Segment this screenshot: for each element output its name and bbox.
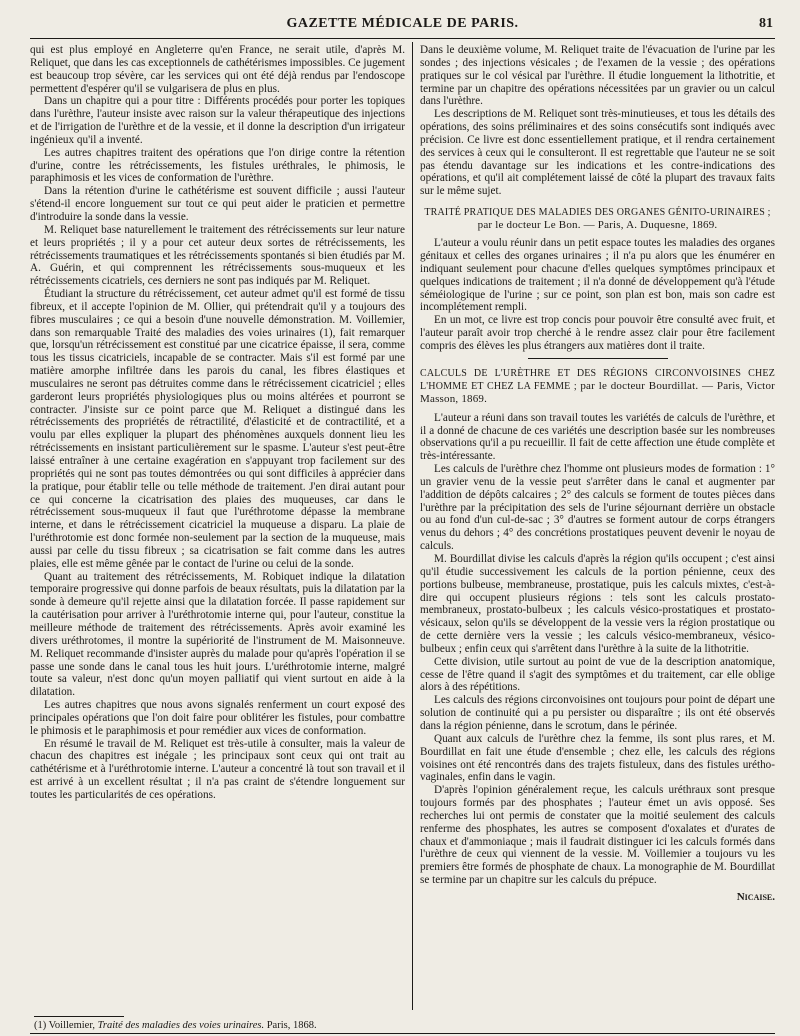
paragraph: Dans la rétention d'urine le cathétérisme est souvent difficile ; aussi l'auteur s'étend-il encore longuement sur tout ce qui peut aider le praticien et permettre d'introduire la sonde dans la vessie.	[30, 185, 405, 223]
paragraph: Quant au traitement des rétrécissements, M. Robiquet indique la dilatation temporaire progressive qui donne parfois de beaux résultats, puis la dilatation par la sonde à demeure qu'il rejette ainsi que la dilatation forcée. Il passe rapidement sur la cautérisation pour arriver à l'uréthrotomie interne qui, pour l'auteur, constitue la meilleure méthode de traitement des rétrécissements. Après avoir examiné les divers uréthrotomes, il montre la supériorité de l'instrument de M. Maisonneuve. M. Reliquet recommande d'insister auprès du malade pour qu'après l'opération il se passe une sonde dans le canal tous les huit jours. L'uréthrotomie interne, malgré toute sa valeur, n'est donc qu'un moyen palliatif qui vient surtout en aide à la dilatation.	[30, 570, 405, 699]
section-rule	[528, 358, 668, 359]
paragraph: En un mot, ce livre est trop concis pour pouvoir être consulté avec fruit, et l'auteur paraît avoir trop cherché à le rendre assez clair pour être facilement compris des élèves les plus étrangers aux matières dont il traite.	[420, 314, 775, 352]
review-author: par le docteur Le Bon. — Paris, A. Duquesne, 1869.	[477, 219, 718, 232]
review-author: par le docteur Bourdillat. — Paris, Victor Masson, 1869.	[420, 379, 775, 405]
paragraph: En résumé le travail de M. Reliquet est très-utile à consulter, mais la valeur de chacun des chapitres est inégale ; les principaux sont ceux qui ont trait au cathétérisme et à l'uréthrotomie interne. L'auteur a concentré là tout son travail et il est arrivé à un excellent résultat ; il n'a pas craint de s'étendre longuement sur toutes les particularités de ces opérations.	[30, 737, 405, 801]
bottom-rule	[30, 1033, 775, 1034]
paragraph: L'auteur a voulu réunir dans un petit espace toutes les maladies des organes génitaux et celles des organes urinaires ; il n'a pu alors que les énumérer en indiquant seulement pour chacune d'elles quelques symptômes principaux et quelques indications de traitement ; il n'a donné de développement qu'à l'étude séméiologique de l'urine ; sur ce point, son plan est bon, mais son cadre est incomplétement rempli.	[420, 237, 775, 314]
page-number: 81	[759, 16, 773, 31]
paragraph: qui est plus employé en Angleterre qu'en France, ne serait utile, d'après M. Reliquet, que dans les cas exceptionnels de cathétérismes impossibles. Ce jugement est beaucoup trop sévère, car les services qui ont été déjà rendus par l'endoscope permettent d'espérer qu'il se vulgarisera de plus en plus.	[30, 44, 405, 95]
footnote-marker: (1) Voillemier,	[34, 1020, 96, 1031]
column-divider	[412, 42, 413, 1010]
paragraph: Dans un chapitre qui a pour titre : Différents procédés pour porter les topiques dans l'urèthre, l'auteur insiste avec raison sur la valeur thérapeutique des injections et de l'irrigation de l'urèthre et de la vessie, et il donne la description d'un irrigateur ingénieux qu'il a inventé.	[30, 95, 405, 146]
review-heading	[420, 368, 775, 406]
paragraph: Les autres chapitres que nous avons signalés renferment un court exposé des principales opérations que l'on doit faire pour oblitérer les fistules, pour combattre le phimosis et le paraphimosis et pour remédier aux vices de conformation.	[30, 699, 405, 737]
footnote	[34, 1020, 404, 1032]
footnote-title: Traité des maladies des voies urinaires.	[97, 1020, 265, 1031]
paragraph: Les descriptions de M. Reliquet sont très-minutieuses, et tous les détails des opérations, des soins préliminaires et des soins consécutifs sont indiqués avec précision. Ce livre est donc essentiellement pratique, et il rendra certainement des services à ceux qui le consulteront. Il est regrettable que l'auteur ne se soit pas étendu davantage sur les indications et les contre-indications des opérations, et qu'il ait complétement laissé de côté la plupart des travaux faits sur le même sujet.	[420, 108, 775, 198]
paragraph: Les calculs des régions circonvoisines ont toujours pour point de départ une solution de continuité qui a pu persister ou disparaître ; ils ont été observés dans la région pénienne, dans le scrotum, dans le périnée.	[420, 694, 775, 732]
journal-title: GAZETTE MÉDICALE DE PARIS.	[286, 16, 519, 31]
left-column	[30, 44, 405, 969]
paragraph: M. Bourdillat divise les calculs d'après la région qu'ils occupent ; c'est ainsi qu'il étudie successivement les calculs de la portion pénienne, ceux des portions bulbeuse, membraneuse, prostatique, puis les calculs mixtes, c'est-à-dire qui occupent plusieurs régions : tels sont les calculs prostato-membraneux, prostato-bulbeux ; les calculs vésico-prostatiques et prostato-vésicaux, selon qu'ils se développent de la vessie vers la région prostatique ou de cette dernière vers la vessie ; les calculs vésico-membraneux, vésico-bulbeux ; enfin ceux qui s'arrêtent dans l'urèthre à la suite de la lithotritie.	[420, 553, 775, 655]
paragraph: Étudiant la structure du rétrécissement, cet auteur admet qu'il est formé de tissu fibreux, et il accepte l'opinion de M. Ollier, qui prétendrait qu'il y a toujours des fibres musculaires ; ce qui a besoin d'une nouvelle démonstration. M. Voillemier, dans son remarquable Traité des maladies des voies urinaires (1), fait remarquer que, lorsqu'un rétrécissement est constitué par une cicatrice épaisse, il sera, comme tous les tissus cicatriciels, incapable de se contracter. Mais s'il est formé par une matière amorphe infiltrée dans les parois du canal, les fibres élastiques et musculaires ne seront pas détruites comme dans le rétrécissement cicatriciel ; elles garderont leurs propriétés physiologiques plus ou moins altérées et pourront se contracter. J'insiste sur ce point parce que M. Reliquet a distingué dans les rétrécissements des propriétés de rétractilité, d'élasticité et de contractilité, et a voulu par elles expliquer la plupart des phénomènes auxquels donnent lieu les rétrécissements en insistant particulièrement sur le spasme. L'auteur s'est peut-être laissé entraîner à une certaine exagération en s'appuyant trop facilement sur des propriétés qui ne sont pas toutes démontrées ou qui sont difficiles à apprécier dans la pratique, pour établir telle ou telle méthode de traitement. J'en dirai autant pour ce qui concerne la cicatrisation des plaies des muqueuses, car dans le rétrécissement sous-muqueux il faut que l'uréthrotome dépasse la membrane interne, et dans le rétrécissement cicatriciel la muqueuse a disparu. La plaie de l'uréthrotomie est donc formée non-seulement par la section de la muqueuse, mais aussi par celle du tissu fibreux ; sa cicatrisation se fait comme dans les autres plaies, elle est même gênée par le contact de l'urine ou celui de la sonde.	[30, 288, 405, 570]
review-title: CALCULS DE L'URÈTHRE ET DES RÉGIONS CIRCONVOISINES CHEZ L'HOMME ET CHEZ LA FEMME ;	[420, 367, 775, 392]
paragraph: Cette division, utile surtout au point de vue de la description anatomique, cesse de l'être quand il s'agit des symptômes et du traitement, car elle oblige alors à des répétitions.	[420, 655, 775, 694]
author-signature: Nicaise.	[736, 890, 775, 903]
page-header	[30, 12, 775, 39]
right-column	[420, 44, 775, 969]
paragraph: Dans le deuxième volume, M. Reliquet traite de l'évacuation de l'urine par les sondes ; des injections vésicales ; de l'examen de la vessie ; des opérations pratiques sur le col vésical par l'urèthre. Il étudie longuement la lithotritie, et termine par un chapitre des opérations nécessitées par un gravier ou un calcul dans l'urèthre.	[420, 44, 775, 108]
footnote-rule	[34, 1016, 124, 1017]
paragraph: Quant aux calculs de l'urèthre chez la femme, ils sont plus rares, et M. Bourdillat en fait une étude d'ensemble ; chez elle, les calculs des régions voisines ont été rencontrés dans des trajets fistuleux, dans des fistules urétho-vaginales, enfin dans le vagin.	[420, 732, 775, 784]
paragraph: Les calculs de l'urèthre chez l'homme ont plusieurs modes de formation : 1° un gravier venu de la vessie peut s'arrêter dans le canal et augmenter par l'addition de dépôts calcaires ; 2° des calculs se forment de toutes pièces dans l'urèthre par la précipitation des sels de l'urine séjournant derrière un obstacle ou au fond d'un cul-de-sac ; 3° d'autres se forment autour de corps étrangers venus du dehors ; 4° des concrétions prostatiques peuvent devenir le noyau de calculs.	[420, 463, 775, 553]
paragraph: D'après l'opinion généralement reçue, les calculs uréthraux sont presque toujours formés par des phosphates ; l'auteur émet un avis opposé. Ses recherches lui ont permis de constater que la moitié seulement des calculs renferme des phosphates, les autres se composent d'oxalates et d'urates de chaux et d'ammoniaque ; mais il faudrait distinguer ici les calculs formés dans l'urèthre de ceux qui viennent de la vessie. M. Voillemier a toujours vu les premiers être formés de phosphate de chaux. La monographie de M. Bourdillat se termine par un chapitre sur les calculs du prépuce.	[420, 784, 775, 887]
review-title: TRAITÉ PRATIQUE DES MALADIES DES ORGANES GÉNITO-URINAIRES ;	[424, 207, 771, 219]
paragraph: L'auteur a réuni dans son travail toutes les variétés de calculs de l'urèthre, et il a donné de chacune de ces variétés une description basée sur les nombreuses observations qu'il a pu recueillir. Il fait de cette affection une étude complète et très-intéressante.	[420, 411, 775, 463]
paragraph: M. Reliquet base naturellement le traitement des rétrécissements sur leur nature et leurs propriétés ; il y a pour cet auteur deux sortes de rétrécissements, les rétrécissements traumatiques et les rétrécissements spontanés si bien étudiés par M. A. Guérin, et qui comprennent les rétrécissements sous-muqueux et les rétrécissements cicatriels, ces derniers ne sont pas indiqués par M. Reliquet.	[30, 223, 405, 288]
footnote-rest: Paris, 1868.	[266, 1020, 317, 1031]
review-heading	[420, 207, 775, 231]
paragraph: Les autres chapitres traitent des opérations que l'on dirige contre la rétention d'urine, contre les rétrécissements, les fistules uréthrales, le phimosis, le paraphimosis et les vices de conformation de l'urèthre.	[30, 146, 405, 185]
